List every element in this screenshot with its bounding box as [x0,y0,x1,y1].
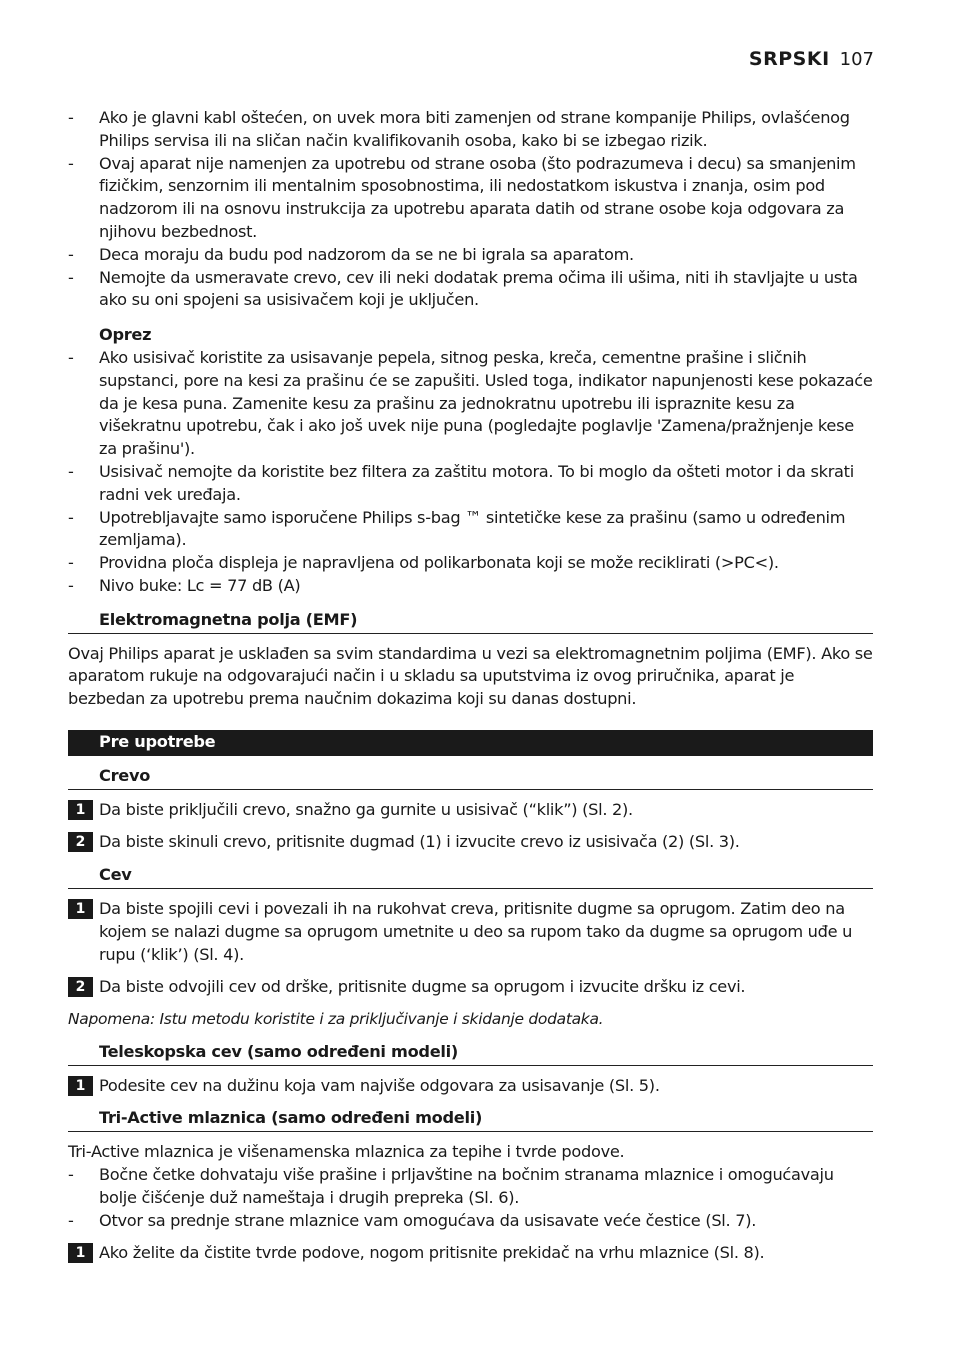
step-number: 1 [68,800,93,820]
caution-heading: Oprez [99,325,152,345]
step-number: 1 [68,1076,93,1096]
triactive-intro: Tri-Active mlaznica je višenamenska mlaznica za tepihe i tvrde podove. [68,1142,625,1162]
list-item: - Nivo buke: Lc = 77 dB (A) [68,575,873,598]
tube-heading: Cev [68,864,873,889]
telescopic-step-1 [68,1075,873,1098]
step-number: 1 [68,1243,93,1263]
hose-heading: Crevo [68,765,873,790]
list-item: - Usisivač nemojte da koristite bez filtera za zaštitu motora. To bi moglo da ošteti motor i da skrati radni vek uređaja. [68,461,873,507]
list-item: - Providna ploča displeja je napravljena od polikarbonata koji se može reciklirati (>PC<). [68,552,873,575]
step-text: Da biste odvojili cev od drške, pritisnite dugme sa oprugom i izvucite dršku iz cevi. [99,977,746,997]
caution-list [68,347,873,598]
page-number: 107 [839,49,874,70]
before-use-heading: Pre upotrebe [68,730,873,756]
emf-heading: Elektromagnetna polja (EMF) [68,609,873,634]
step-text: Da biste priključili crevo, snažno ga gurnite u usisivač (“klik”) (Sl. 2). [99,799,633,819]
triactive-heading: Tri-Active mlaznica (samo određeni modeli) [68,1107,873,1132]
list-item: - Ako je glavni kabl oštećen, on uvek mora biti zamenjen od strane kompanije Philips, ovlašćenog Philips servisa ili na sličan način kvalifikovanih osoba, kako bi se izbegao rizik. [68,107,873,153]
step-text: Da biste spojili cevi i povezali ih na rukohvat creva, pritisnite dugme sa oprugom. Zatim deo na kojem se nalazi dugme sa oprugom umetnite u deo sa rupom tako da dugme sa oprugom uđe u rupu (‘klik’) (Sl. 4). [99,898,853,964]
hose-step-2 [68,831,873,854]
triactive-list [68,1164,873,1232]
hose-step-1 [68,799,873,822]
tube-step-1 [68,898,873,966]
list-item: - Otvor sa prednje strane mlaznice vam omogućava da usisavate veće čestice (Sl. 7). [68,1210,873,1233]
step-number: 2 [68,977,93,997]
emf-paragraph: Ovaj Philips aparat je usklađen sa svim standardima u vezi sa elektromagnetnim poljima (EMF). Ako se aparatom rukuje na odgovarajući način i u skladu sa uputstvima iz ovog priručnika, aparat je bezbedan za upotrebu prema naučnim dokazima koji su danas dostupni. [68,643,873,709]
warnings-list [68,107,873,312]
list-item: - Bočne četke dohvataju više prašine i prljavštine na bočnim stranama mlaznice i omogućavaju bolje čišćenje duž nameštaja i drugih prepreka (Sl. 6). [68,1164,873,1210]
list-item: - Upotrebljavajte samo isporučene Philips s-bag ™ sintetičke kese za prašinu (samo u određenim zemljama). [68,507,873,553]
telescopic-heading: Teleskopska cev (samo određeni modeli) [68,1041,873,1066]
list-item: - Ako usisivač koristite za usisavanje pepela, sitnog peska, kreča, cementne prašine i sličnih supstanci, pore na kesi za prašinu će se zapušiti. Usled toga, indikator napunjenosti kese pokazaće da je kesa puna. Zamenite kesu za prašinu za jednokratnu upotrebu ili ispraznite kesu za višekratnu upotrebu, čak i ako još uvek nije puna (pogledajte poglavlje 'Zamena/pražnjenje kese za prašinu'). [68,347,873,461]
step-text: Podesite cev na dužinu koja vam najviše odgovara za usisavanje (Sl. 5). [99,1075,660,1095]
step-text: Da biste skinuli crevo, pritisnite dugmad (1) i izvucite crevo iz usisivača (2) (Sl. 3). [99,832,740,852]
list-item: - Nemojte da usmeravate crevo, cev ili neki dodatak prema očima ili ušima, niti ih stavljajte u usta ako su oni spojeni sa usisivačem koji je uključen. [68,267,873,313]
triactive-step-1 [68,1242,873,1265]
step-number: 2 [68,832,93,852]
list-item: - Deca moraju da budu pod nadzorom da se ne bi igrala sa aparatom. [68,244,873,267]
page-header [749,48,874,70]
note-text: Napomena: Istu metodu koristite i za priključivanje i skidanje dodataka. [68,1010,604,1029]
step-number: 1 [68,899,93,919]
language-label: SRPSKI [748,48,830,70]
step-text: Ako želite da čistite tvrde podove, nogom pritisnite prekidač na vrhu mlaznice (Sl. 8). [99,1243,765,1263]
tube-step-2 [68,976,873,999]
page-content [68,107,873,1275]
list-item: - Ovaj aparat nije namenjen za upotrebu od strane osoba (što podrazumeva i decu) sa smanjenim fizičkim, senzornim ili mentalnim sposobnostima, ili nedostatkom iskustva i znanja, osim pod nadzorom ili na osnovu instrukcija za upotrebu aparata datih od strane osobe koja odgovara za njihovu bezbednost. [68,153,873,244]
